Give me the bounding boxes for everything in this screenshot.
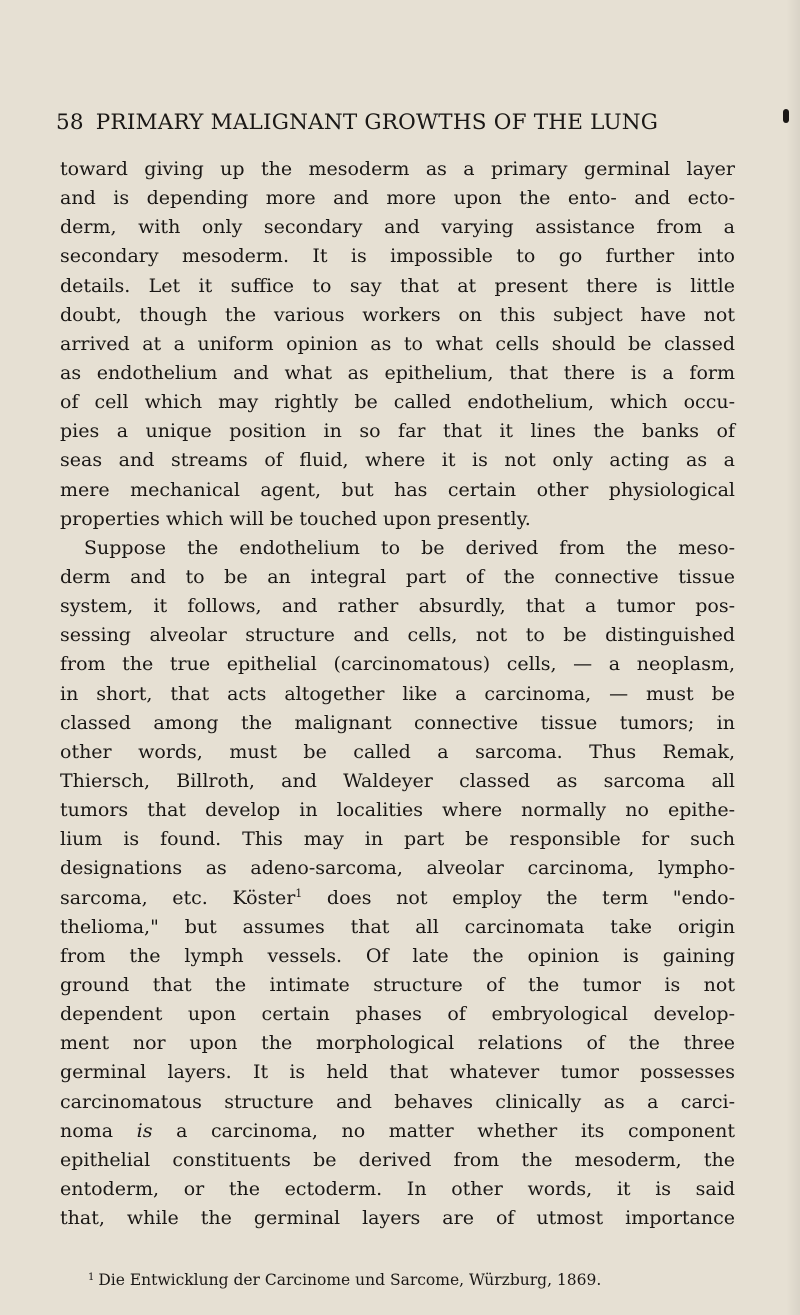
running-header [56,110,756,135]
text-segment: a carcinoma, no matter whether its component [152,1119,735,1142]
text-line: secondary mesoderm. It is impossible to go further into [60,245,735,268]
text-line: details. Let it suffice to say that at present there is little [60,274,735,297]
text-line: dependent upon certain phases of embryological develop- [60,1003,735,1026]
footnote-reference: 1 [295,886,303,900]
text-line: from the true epithelial (carcinomatous) cells, — a neoplasm, [60,653,735,676]
text-line: other words, must be called a sarcoma. Thus Remak, [60,740,735,763]
text-line: system, it follows, and rather absurdly, that a tumor pos- [60,595,735,618]
text-segment: noma [60,1119,137,1142]
text-line: designations as adeno-sarcoma, alveolar carcinoma, lympho- [60,857,735,880]
text-line: toward giving up the mesoderm as a primary germinal layer [60,158,735,180]
text-line: entoderm, or the ectoderm. In other words, it is said [60,1177,735,1200]
text-line: pies a unique position in so far that it lines the banks of [60,420,735,443]
text-line: seas and streams of fluid, where it is not only acting as a [60,449,735,472]
text-line: ment nor upon the morphological relations of the three [60,1032,735,1055]
text-line-with-emphasis [60,1117,735,1146]
footnote [88,1271,728,1289]
text-line: and is depending more and more upon the ento- and ecto- [60,187,735,210]
running-title: PRIMARY MALIGNANT GROWTHS OF THE LUNG [95,110,659,135]
text-line: that, while the germinal layers are of utmost importance [60,1207,735,1230]
text-line: thelioma," but assumes that all carcinomata take origin [60,915,735,938]
page-edge-mark [783,109,789,123]
page-number: 58 [56,110,84,135]
text-line-with-footnote [60,884,735,913]
text-line: Thiersch, Billroth, and Waldeyer classed as sarcoma all [60,769,735,792]
footnote-text: Die Entwicklung der Carcinome und Sarcome, Würzburg, 1869. [98,1271,602,1289]
text-line: derm, with only secondary and varying assistance from a [60,216,735,239]
text-line: lium is found. This may in part be responsible for such [60,828,735,851]
text-line: from the lymph vessels. Of late the opinion is gaining [60,944,735,967]
page-edge-shadow [786,0,800,1315]
text-line: Suppose the endothelium to be derived from the meso- [84,536,735,559]
text-line: sessing alveolar structure and cells, not to be distinguished [60,624,735,647]
text-line: tumors that develop in localities where normally no epithe- [60,799,735,822]
text-line: in short, that acts altogether like a carcinoma, — must be [60,682,735,705]
text-line: arrived at a uniform opinion as to what cells should be classed [60,332,735,355]
text-line: mere mechanical agent, but has certain other physiological [60,478,735,501]
footnote-marker: 1 [88,1272,95,1283]
text-line: properties which will be touched upon presently. [60,507,531,530]
text-line: epithelial constituents be derived from the mesoderm, the [60,1148,735,1171]
text-line: of cell which may rightly be called endothelium, which occu- [60,391,735,414]
text-line: germinal layers. It is held that whatever tumor possesses [60,1061,735,1084]
text-line: ground that the intimate structure of the tumor is not [60,973,735,996]
text-line: carcinomatous structure and behaves clinically as a carci- [60,1090,735,1113]
text-line: classed among the malignant connective tissue tumors; in [60,711,735,734]
body-text [60,155,735,1233]
emphasized-text: is [136,1119,153,1142]
text-line: doubt, though the various workers on this subject have not [60,303,735,326]
text-segment: sarcoma, etc. Köster [60,886,296,909]
text-line: as endothelium and what as epithelium, that there is a form [60,361,735,384]
text-segment: does not employ the term "endo- [302,886,736,909]
text-line: derm and to be an integral part of the connective tissue [60,565,735,588]
